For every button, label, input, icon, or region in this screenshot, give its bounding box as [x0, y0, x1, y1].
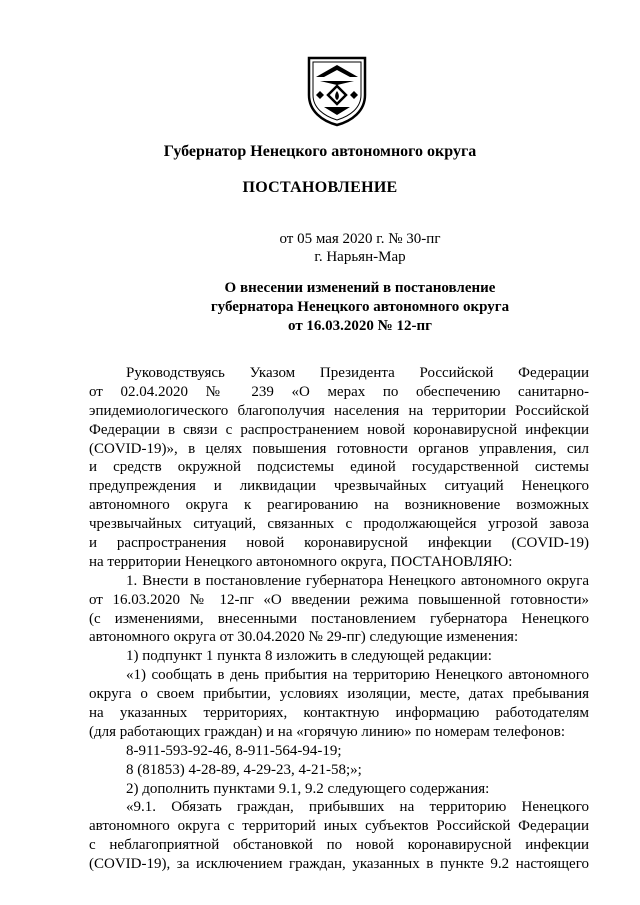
document-date-number: от 05 мая 2020 г. № 30-пг [279, 231, 441, 247]
body-text-line: 1) подпункт 1 пункта 8 изложить в следующей редакции: [126, 648, 492, 665]
body-text-line: чрезвычайных ситуаций, связанных с продолжающейся угрозой завоза [89, 516, 589, 533]
body-text-line: (COVID-19), за исключением граждан, указанных в пункте 9.2 настоящего [89, 856, 589, 873]
body-text-line: 8 (81853) 4-28-89, 4-29-23, 4-21-58;»; [126, 761, 362, 778]
body-text-line: «1) сообщать в день прибытия на территорию Ненецкого автономного [126, 667, 589, 684]
document-body [89, 364, 589, 874]
document-place: г. Нарьян-Мар [314, 249, 406, 265]
body-text-line: с неблагоприятной обстановкой по новой коронавирусной инфекции [89, 837, 589, 854]
body-text-line: 1. Внести в постановление губернатора Ненецкого автономного округа [126, 572, 589, 589]
subject-line: от 16.03.2020 № 12-пг [288, 318, 432, 334]
document-type: ПОСТАНОВЛЕНИЕ [242, 179, 398, 196]
subject-line: О внесении изменений в постановление [224, 280, 496, 296]
body-text-line: (для работающих граждан) и на «горячую линию» по номерам телефонов: [89, 723, 566, 740]
body-text-line: округа о своем прибытии, условиях изоляции, месте, датах пребывания [89, 686, 589, 703]
body-text-line: «9.1. Обязать граждан, прибывших на территорию Ненецкого [126, 799, 589, 816]
body-text-line: (с изменениями, внесенными постановлением губернатора Ненецкого [89, 610, 589, 627]
subject-line: губернатора Ненецкого автономного округа [210, 299, 510, 315]
body-text-line: и средств окружной подсистемы единой государственной системы [89, 459, 589, 476]
body-text-line: 2) дополнить пунктами 9.1, 9.2 следующего содержания: [126, 780, 490, 797]
body-text-line: от 16.03.2020 № 12-пг «О введении режима повышенной готовности» [89, 591, 589, 608]
body-text-line: предупреждения и ликвидации чрезвычайных ситуаций Ненецкого [89, 478, 589, 495]
body-text-line: автономного округа от 30.04.2020 № 29-пг) следующие изменения: [89, 629, 519, 646]
issuer-title: Губернатор Ненецкого автономного округа [163, 143, 477, 160]
body-text-line: на указанных территориях, контактную информацию работодателям [89, 705, 589, 722]
body-text-line: автономного округа с территорий иных субъектов Российской Федерации [89, 818, 589, 835]
body-text-line: 8-911-593-92-46, 8-911-564-94-19; [126, 742, 342, 759]
coat-of-arms-emblem [306, 55, 368, 127]
body-text-line: Руководствуясь Указом Президента Российской Федерации [126, 365, 589, 381]
body-text-line: от 02.04.2020 № 239 «О мерах по обеспечению санитарно- [89, 383, 589, 400]
body-text-line: и распространения новой коронавирусной инфекции (COVID-19) [89, 535, 589, 552]
body-text-line: (COVID-19)», в целях повышения готовности органов управления, сил [89, 440, 589, 457]
body-text-line: эпидемиологического благополучия населения на территории Российской [89, 402, 589, 419]
body-text-line: автономного округа к реагированию на возникновение возможных [89, 497, 589, 514]
body-text-line: на территории Ненецкого автономного округа, ПОСТАНОВЛЯЮ: [89, 553, 513, 570]
body-text-line: Федерации в связи с распространением новой коронавирусной инфекции [89, 421, 589, 438]
